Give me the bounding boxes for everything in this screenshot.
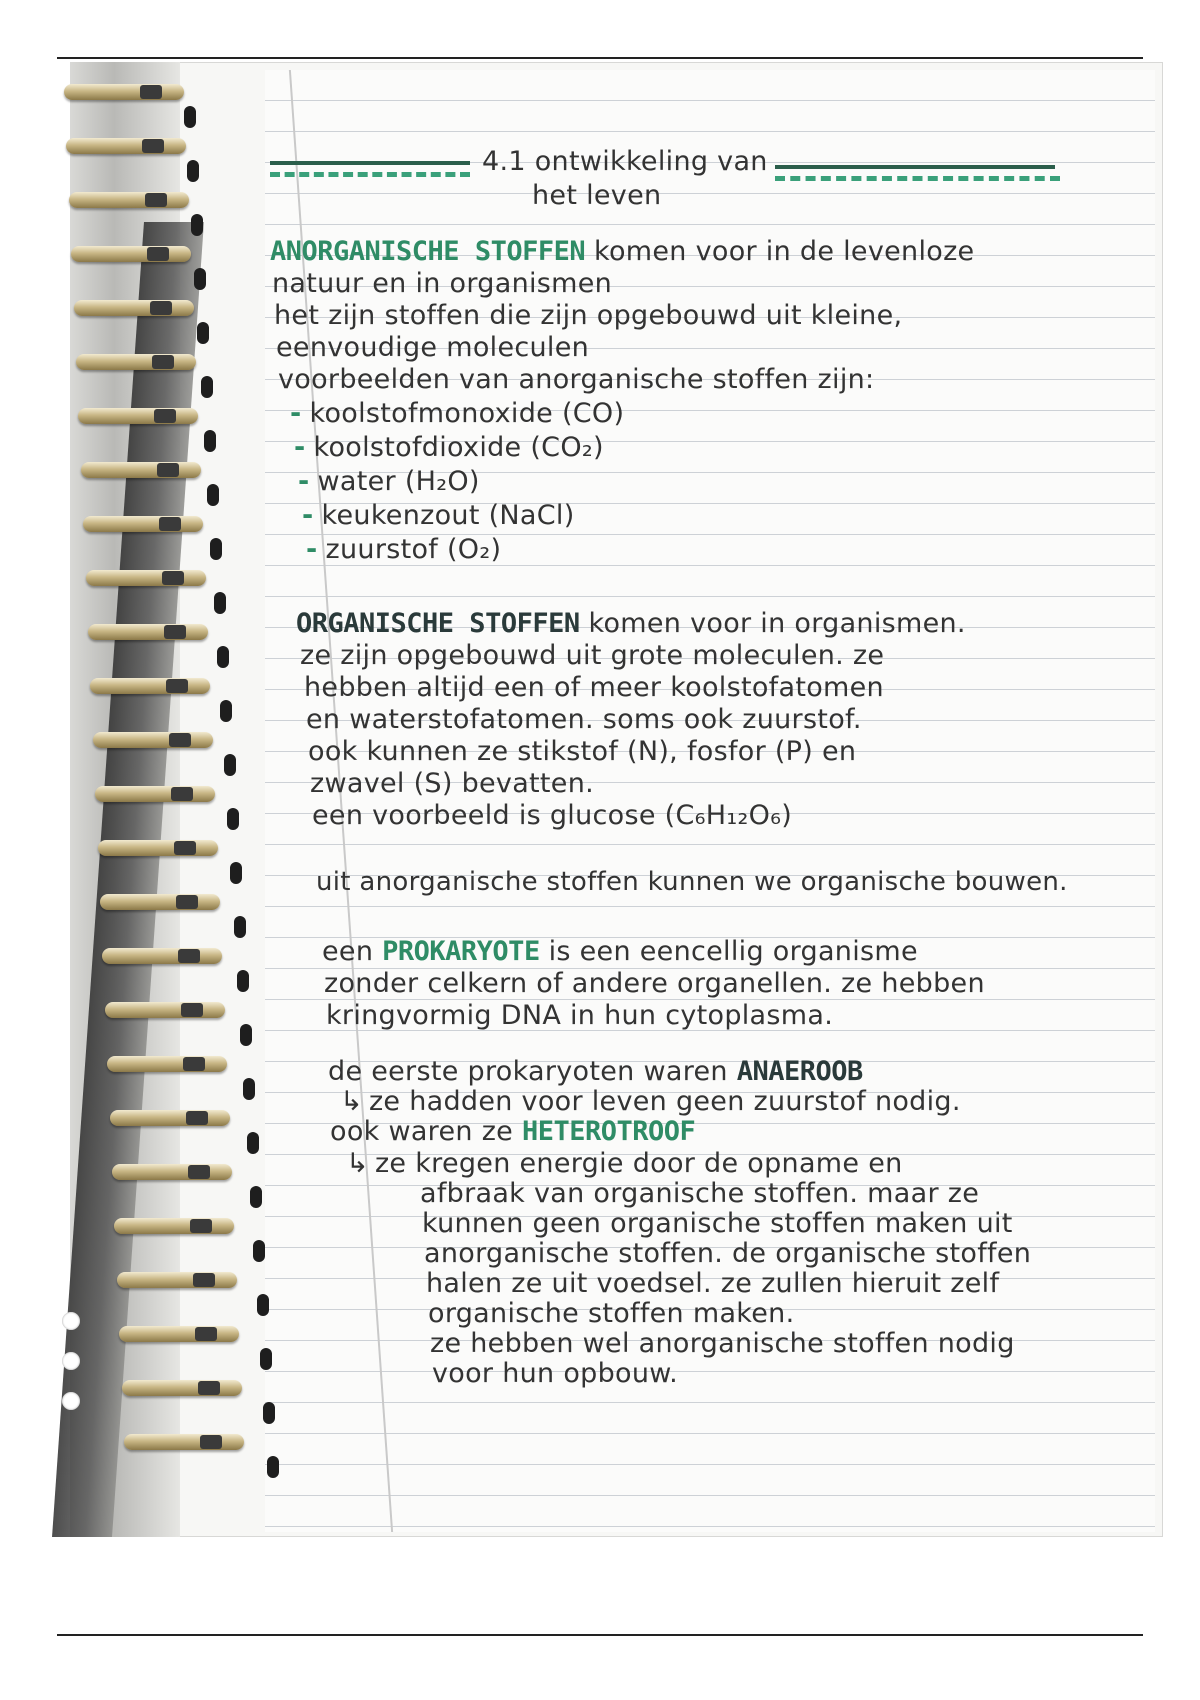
binding-hole bbox=[230, 862, 242, 884]
arrow-icon: ↳ bbox=[346, 1148, 369, 1179]
organic-line-5: ook kunnen ze stikstof (N), fosfor (P) en bbox=[308, 736, 857, 767]
term-heterotroof: HETEROTROOF bbox=[521, 1116, 696, 1147]
arrow-icon: ↳ bbox=[340, 1086, 363, 1117]
binding-hole bbox=[253, 1240, 265, 1262]
title-dashes-left bbox=[270, 172, 470, 177]
anorganic-intro bbox=[270, 236, 974, 268]
spiral-coil bbox=[112, 1164, 232, 1180]
spiral-coil bbox=[95, 786, 215, 802]
binding-hole bbox=[263, 1402, 275, 1424]
spiral-coil bbox=[124, 1434, 244, 1450]
bullet-item: - zuurstof (O₂) bbox=[306, 534, 502, 565]
spiral-coil bbox=[102, 948, 222, 964]
eerste-cont-2: kunnen geen organische stoffen maken uit bbox=[422, 1208, 1013, 1239]
organic-line-4: en waterstofatomen. soms ook zuurstof. bbox=[306, 704, 862, 735]
eerste-line-4: ↳ ze kregen energie door de opname en bbox=[346, 1148, 903, 1179]
binding-hole bbox=[201, 376, 213, 398]
binding-hole bbox=[237, 970, 249, 992]
binding-hole bbox=[184, 106, 196, 128]
eerste-line-2: ↳ ze hadden voor leven geen zuurstof nodig. bbox=[340, 1086, 961, 1117]
binding-hole bbox=[214, 592, 226, 614]
binding-hole bbox=[191, 214, 203, 236]
bullet-item: - koolstofdioxide (CO₂) bbox=[294, 432, 604, 463]
binding-hole bbox=[217, 646, 229, 668]
organic-line-7: een voorbeeld is glucose (C₆H₁₂O₆) bbox=[312, 800, 793, 831]
spiral-coil bbox=[117, 1272, 237, 1288]
binding-hole bbox=[197, 322, 209, 344]
binding-hole bbox=[207, 484, 219, 506]
organic-line-1: komen voor in organismen. bbox=[588, 608, 966, 639]
eerste-cont-3: anorganische stoffen. de organische stoffen bbox=[424, 1238, 1032, 1269]
binding-hole bbox=[234, 916, 246, 938]
page-title-line1: 4.1 ontwikkeling van bbox=[482, 146, 768, 177]
bullet-item: - water (H₂O) bbox=[298, 466, 480, 497]
prokaryote-line-2: zonder celkern of andere organellen. ze hebben bbox=[324, 968, 985, 999]
spiral-coil bbox=[107, 1056, 227, 1072]
bouwen-line: uit anorganische stoffen kunnen we organische bouwen. bbox=[316, 867, 1068, 897]
title-underline-left bbox=[270, 161, 470, 165]
term-anaeroob: ANAEROOB bbox=[736, 1056, 863, 1087]
spiral-coil bbox=[114, 1218, 234, 1234]
punch-hole bbox=[62, 1312, 80, 1330]
spiral-coil bbox=[69, 192, 189, 208]
spiral-coil bbox=[86, 570, 206, 586]
bullet-item: - keukenzout (NaCl) bbox=[302, 500, 575, 531]
binding-hole bbox=[220, 700, 232, 722]
binding-hole bbox=[247, 1132, 259, 1154]
title-dashes-right bbox=[775, 176, 1060, 181]
prokaryote-intro: een PROKARYOTE is een eencellig organisme bbox=[322, 936, 918, 967]
organic-intro bbox=[296, 608, 966, 640]
spiral-coil bbox=[119, 1326, 239, 1342]
dash-marker: - bbox=[306, 534, 318, 565]
bullet-item: - koolstofmonoxide (CO) bbox=[290, 398, 625, 429]
spiral-coil bbox=[105, 1002, 225, 1018]
anorganic-line-2: natuur en in organismen bbox=[272, 268, 613, 299]
term-anorganische-stoffen: ANORGANISCHE STOFFEN bbox=[270, 236, 586, 267]
spiral-coil bbox=[90, 678, 210, 694]
spiral-coil bbox=[74, 300, 194, 316]
punch-hole bbox=[62, 1392, 80, 1410]
organic-line-6: zwavel (S) bevatten. bbox=[310, 768, 595, 799]
eerste-cont-6: ze hebben wel anorganische stoffen nodig bbox=[430, 1328, 1015, 1359]
spiral-coil bbox=[66, 138, 186, 154]
organic-line-3: hebben altijd een of meer koolstofatomen bbox=[304, 672, 884, 703]
dash-marker: - bbox=[298, 466, 310, 497]
binding-hole bbox=[267, 1456, 279, 1478]
binding-hole bbox=[204, 430, 216, 452]
top-border-line bbox=[57, 57, 1143, 59]
binding-hole bbox=[260, 1348, 272, 1370]
binding-hole bbox=[210, 538, 222, 560]
spiral-coil bbox=[78, 408, 198, 424]
term-organische-stoffen: ORGANISCHE STOFFEN bbox=[296, 608, 580, 639]
eerste-line-1: de eerste prokaryoten waren ANAEROOB bbox=[328, 1056, 863, 1087]
spiral-coil bbox=[76, 354, 196, 370]
eerste-cont-1: afbraak van organische stoffen. maar ze bbox=[420, 1178, 980, 1209]
eerste-cont-4: halen ze uit voedsel. ze zullen hieruit zelf bbox=[426, 1268, 1000, 1299]
spiral-coil bbox=[93, 732, 213, 748]
binding-hole bbox=[227, 808, 239, 830]
spiral-coil bbox=[122, 1380, 242, 1396]
eerste-cont-5: organische stoffen maken. bbox=[428, 1298, 795, 1329]
term-prokaryote: PROKARYOTE bbox=[382, 936, 540, 967]
spiral-coil bbox=[110, 1110, 230, 1126]
bottom-border-line bbox=[57, 1634, 1143, 1636]
binding-hole bbox=[194, 268, 206, 290]
spiral-coil bbox=[88, 624, 208, 640]
spiral-coil bbox=[98, 840, 218, 856]
binding-hole bbox=[250, 1186, 262, 1208]
anorganic-line-3: het zijn stoffen die zijn opgebouwd uit kleine, bbox=[274, 300, 903, 331]
binding-hole bbox=[224, 754, 236, 776]
punch-hole bbox=[62, 1352, 80, 1370]
page-title-line2: het leven bbox=[532, 180, 662, 211]
title-underline-right bbox=[775, 165, 1055, 169]
spiral-coil bbox=[64, 84, 184, 100]
binding-hole bbox=[243, 1078, 255, 1100]
anorganic-line-1: komen voor in de levenloze bbox=[594, 236, 975, 267]
eerste-line-3: ook waren ze HETEROTROOF bbox=[330, 1116, 696, 1147]
prokaryote-line-3: kringvormig DNA in hun cytoplasma. bbox=[326, 1000, 834, 1031]
binding-hole bbox=[257, 1294, 269, 1316]
anorganic-line-4: eenvoudige moleculen bbox=[276, 332, 590, 363]
spiral-coil bbox=[71, 246, 191, 262]
dash-marker: - bbox=[302, 500, 314, 531]
anorganic-line-5: voorbeelden van anorganische stoffen zijn: bbox=[278, 364, 875, 395]
organic-line-2: ze zijn opgebouwd uit grote moleculen. ze bbox=[300, 640, 885, 671]
binding-hole bbox=[187, 160, 199, 182]
eerste-cont-7: voor hun opbouw. bbox=[432, 1358, 679, 1389]
spiral-coil bbox=[100, 894, 220, 910]
binding-hole bbox=[240, 1024, 252, 1046]
spiral-coil bbox=[83, 516, 203, 532]
spiral-coil bbox=[81, 462, 201, 478]
dash-marker: - bbox=[290, 398, 302, 429]
dash-marker: - bbox=[294, 432, 306, 463]
